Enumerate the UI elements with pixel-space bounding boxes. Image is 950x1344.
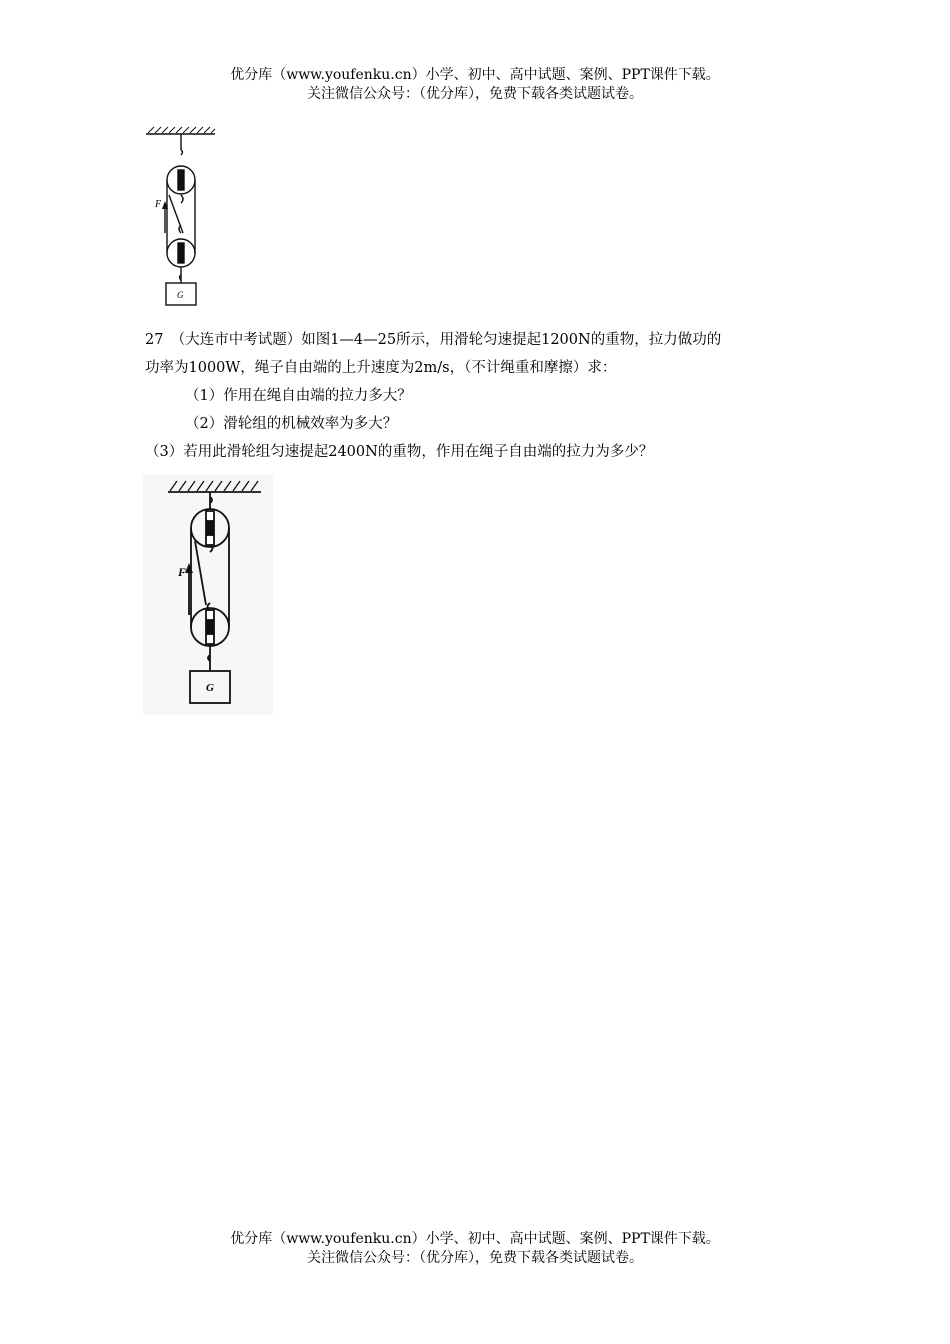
weight-label-top: G <box>177 290 184 300</box>
question-line-1: 27 （大连市中考试题）如图1—4—25所示，用滑轮匀速提起1200N的重物，拉力做功的 <box>145 332 722 348</box>
question-part-3: （3）若用此滑轮组匀速提起2400N的重物，作用在绳子自由端的拉力为多少？ <box>145 444 654 460</box>
question-27 <box>145 326 810 466</box>
question-part-2: （2）滑轮组的机械效率为多大？ <box>185 416 398 432</box>
footer-line-1: 优分库（www.youfenku.cn）小学、初中、高中试题、案例、PPT课件下载。 <box>230 1231 720 1247</box>
pulley-figure-bottom <box>143 475 273 715</box>
question-line-2: 功率为1000W，绳子自由端的上升速度为2m/s，（不计绳重和摩擦）求： <box>145 360 617 376</box>
header-line-2: 关注微信公众号：（优分库），免费下载各类试题试卷。 <box>307 86 643 102</box>
page-footer <box>0 1230 950 1268</box>
weight-label-bottom: G <box>206 682 214 694</box>
header-line-1: 优分库（www.youfenku.cn）小学、初中、高中试题、案例、PPT课件下载。 <box>230 67 720 83</box>
footer-line-2: 关注微信公众号：（优分库），免费下载各类试题试卷。 <box>307 1250 643 1266</box>
force-label-top: F <box>155 199 162 210</box>
question-part-1: （1）作用在绳自由端的拉力多大？ <box>185 388 412 404</box>
pulley-figure-top <box>143 125 223 310</box>
page-header <box>0 66 950 104</box>
force-label-bottom: F <box>178 565 187 579</box>
